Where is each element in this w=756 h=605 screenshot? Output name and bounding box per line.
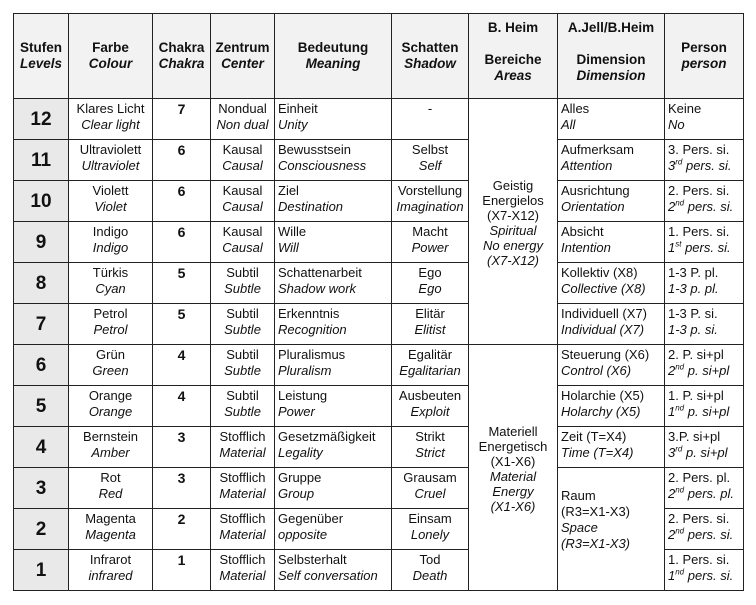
center-cell bbox=[211, 345, 275, 386]
shadow-cell bbox=[392, 509, 469, 550]
person-cell-en: 1nd p. si+pl bbox=[668, 403, 730, 419]
level-cell: 11 bbox=[14, 140, 69, 181]
center-cell-de: Stofflich bbox=[219, 429, 266, 444]
colour-cell-de: Bernstein bbox=[83, 429, 138, 444]
dimension-space bbox=[558, 468, 665, 591]
shadow-cell bbox=[392, 386, 469, 427]
center-cell bbox=[211, 181, 275, 222]
person-cell-de: 2. Pers. si. bbox=[668, 511, 730, 526]
center-cell-de: Kausal bbox=[222, 183, 263, 198]
dimension-space-line-en: Space bbox=[561, 520, 598, 535]
level-cell: 4 bbox=[14, 427, 69, 468]
shadow-cell-en: Strict bbox=[415, 445, 445, 460]
area-material-line-en: Energy bbox=[492, 483, 534, 499]
dimension-cell-de: Holarchie (X5) bbox=[561, 388, 645, 403]
dimension-cell-en: Orientation bbox=[561, 199, 625, 214]
shadow-cell bbox=[392, 181, 469, 222]
center-cell bbox=[211, 99, 275, 140]
level-cell: 10 bbox=[14, 181, 69, 222]
dimension-cell bbox=[558, 304, 665, 345]
shadow-cell-en: Exploit bbox=[410, 404, 450, 419]
shadow-cell-de: Ego bbox=[418, 265, 442, 280]
shadow-cell-de: Vorstellung bbox=[397, 183, 463, 198]
shadow-cell-de: Elitär bbox=[415, 306, 445, 321]
shadow-cell-de: Ausbeuten bbox=[398, 388, 462, 403]
center-cell bbox=[211, 263, 275, 304]
person-cell-en: No bbox=[668, 117, 685, 132]
dimension-cell-en: Collective (X8) bbox=[561, 281, 646, 296]
header-dimension: A.Jell/B.Heim Dimension Dimension bbox=[558, 14, 665, 99]
table-row bbox=[14, 345, 744, 386]
shadow-cell-de: Macht bbox=[412, 224, 448, 239]
center-cell-en: Subtle bbox=[224, 404, 261, 419]
meaning-cell bbox=[275, 304, 392, 345]
meaning-cell-en: opposite bbox=[278, 527, 328, 542]
area-spiritual-line-en: (X7-X12) bbox=[486, 252, 540, 268]
meaning-cell-de: Gegenüber bbox=[278, 511, 344, 526]
person-cell-de: 1. Pers. si. bbox=[668, 552, 730, 567]
meaning-cell-en: Destination bbox=[278, 199, 344, 214]
dimension-cell bbox=[558, 386, 665, 427]
person-cell-de: 2. Pers. pl. bbox=[668, 470, 731, 485]
person-cell-de: 1. P. si+pl bbox=[668, 388, 724, 403]
area-material-line: Energetisch bbox=[478, 438, 548, 454]
dimension-cell-de: Steuerung (X6) bbox=[561, 347, 650, 362]
table-row bbox=[14, 304, 744, 345]
level-cell: 7 bbox=[14, 304, 69, 345]
colour-cell-de: Magenta bbox=[85, 511, 136, 526]
meaning-cell bbox=[275, 345, 392, 386]
dimension-cell bbox=[558, 222, 665, 263]
center-cell bbox=[211, 468, 275, 509]
person-cell bbox=[665, 99, 744, 140]
dimension-cell-en: All bbox=[561, 117, 576, 132]
shadow-cell bbox=[392, 550, 469, 591]
dimension-space-line: Raum bbox=[561, 488, 596, 503]
dimension-cell-en: Control (X6) bbox=[561, 363, 632, 378]
colour-cell-de: Orange bbox=[88, 388, 133, 403]
center-cell-de: Subtil bbox=[226, 347, 259, 362]
colour-cell-de: Infrarot bbox=[89, 552, 132, 567]
colour-cell bbox=[69, 468, 153, 509]
dimension-space-line-en: (R3=X1-X3) bbox=[561, 536, 630, 551]
chakra-cell: 4 bbox=[153, 386, 211, 427]
meaning-cell-de: Ziel bbox=[278, 183, 299, 198]
person-cell-en: 1st pers. si. bbox=[668, 239, 731, 255]
center-cell-de: Subtil bbox=[226, 265, 259, 280]
chakra-cell: 3 bbox=[153, 468, 211, 509]
meaning-cell bbox=[275, 99, 392, 140]
shadow-cell-en: Ego bbox=[418, 281, 442, 296]
shadow-cell-en: Power bbox=[411, 240, 449, 255]
area-spiritual bbox=[469, 99, 558, 345]
colour-cell-en: Violet bbox=[94, 199, 127, 214]
meaning-cell bbox=[275, 222, 392, 263]
chakra-cell: 1 bbox=[153, 550, 211, 591]
table-row bbox=[14, 427, 744, 468]
meaning-cell bbox=[275, 468, 392, 509]
colour-cell-en: Ultraviolet bbox=[81, 158, 140, 173]
shadow-cell bbox=[392, 304, 469, 345]
center-cell bbox=[211, 304, 275, 345]
shadow-cell bbox=[392, 222, 469, 263]
colour-cell-de: Türkis bbox=[92, 265, 129, 280]
person-cell-de: 1-3 P. si. bbox=[668, 306, 718, 321]
colour-cell bbox=[69, 509, 153, 550]
colour-cell-en: Amber bbox=[91, 445, 130, 460]
chakra-cell: 5 bbox=[153, 263, 211, 304]
center-cell-de: Nondual bbox=[218, 101, 267, 116]
meaning-cell-de: Leistung bbox=[278, 388, 328, 403]
person-cell bbox=[665, 509, 744, 550]
center-cell-de: Kausal bbox=[222, 224, 263, 239]
colour-cell-de: Klares Licht bbox=[76, 101, 145, 116]
dimension-cell bbox=[558, 181, 665, 222]
person-cell bbox=[665, 386, 744, 427]
chakra-cell: 2 bbox=[153, 509, 211, 550]
area-material-line-en: (X1-X6) bbox=[490, 498, 536, 514]
meaning-cell bbox=[275, 509, 392, 550]
center-cell-en: Subtle bbox=[224, 363, 261, 378]
center-cell-en: Material bbox=[219, 445, 266, 460]
shadow-cell-de: Egalitär bbox=[407, 347, 453, 362]
meaning-cell bbox=[275, 386, 392, 427]
header-chakra: Chakra Chakra bbox=[153, 14, 211, 99]
person-cell-en: 2nd pers. si. bbox=[668, 526, 734, 542]
meaning-cell bbox=[275, 263, 392, 304]
colour-cell-de: Petrol bbox=[93, 306, 128, 321]
header-levels: Stufen Levels bbox=[14, 14, 69, 99]
colour-cell bbox=[69, 263, 153, 304]
center-cell-de: Kausal bbox=[222, 142, 263, 157]
center-cell bbox=[211, 509, 275, 550]
meaning-cell-de: Bewusstsein bbox=[278, 142, 351, 157]
header-colour: Farbe Colour bbox=[69, 14, 153, 99]
meaning-cell-en: Shadow work bbox=[278, 281, 357, 296]
colour-cell-en: Cyan bbox=[95, 281, 126, 296]
center-cell-en: Subtle bbox=[224, 322, 261, 337]
area-spiritual-line: (X7-X12) bbox=[486, 207, 540, 223]
table-row bbox=[14, 222, 744, 263]
person-cell bbox=[665, 345, 744, 386]
level-cell: 9 bbox=[14, 222, 69, 263]
table-row bbox=[14, 99, 744, 140]
center-cell bbox=[211, 550, 275, 591]
center-cell bbox=[211, 140, 275, 181]
meaning-cell-en: Will bbox=[278, 240, 299, 255]
center-cell-en: Material bbox=[219, 486, 266, 501]
dimension-space-line: (R3=X1-X3) bbox=[561, 504, 630, 519]
colour-cell bbox=[69, 386, 153, 427]
table-row bbox=[14, 386, 744, 427]
header-shadow: Schatten Shadow bbox=[392, 14, 469, 99]
person-cell-de: 2. P. si+pl bbox=[668, 347, 724, 362]
dimension-cell-en: Holarchy (X5) bbox=[561, 404, 641, 419]
header-person: Person person bbox=[665, 14, 744, 99]
person-cell-de: 3. Pers. si. bbox=[668, 142, 730, 157]
header-row bbox=[14, 14, 744, 99]
person-cell-en: 3rd pers. si. bbox=[668, 157, 732, 173]
shadow-cell bbox=[392, 263, 469, 304]
colour-cell bbox=[69, 427, 153, 468]
shadow-cell bbox=[392, 468, 469, 509]
shadow-cell-de: Grausam bbox=[403, 470, 457, 485]
meaning-cell-de: Schattenarbeit bbox=[278, 265, 362, 280]
area-spiritual-line: Geistig bbox=[492, 177, 534, 193]
meaning-cell-en: Recognition bbox=[278, 322, 347, 337]
colour-cell-de: Violett bbox=[92, 183, 129, 198]
shadow-cell-en: Lonely bbox=[410, 527, 450, 542]
level-cell: 5 bbox=[14, 386, 69, 427]
area-material-line: Materiell bbox=[488, 423, 538, 439]
meaning-cell-de: Erkenntnis bbox=[278, 306, 340, 321]
shadow-cell-de: Einsam bbox=[408, 511, 452, 526]
meaning-cell-en: Unity bbox=[278, 117, 308, 132]
level-cell: 6 bbox=[14, 345, 69, 386]
dimension-cell-de: Absicht bbox=[561, 224, 604, 239]
meaning-cell-de: Selbsterhalt bbox=[278, 552, 347, 567]
center-cell-en: Causal bbox=[222, 199, 263, 214]
meaning-cell-en: Legality bbox=[278, 445, 323, 460]
chakra-cell: 5 bbox=[153, 304, 211, 345]
colour-cell bbox=[69, 181, 153, 222]
header-meaning: Bedeutung Meaning bbox=[275, 14, 392, 99]
colour-cell-en: Green bbox=[92, 363, 129, 378]
person-cell-de: Keine bbox=[668, 101, 702, 116]
shadow-cell-de: Strikt bbox=[415, 429, 445, 444]
center-cell-de: Subtil bbox=[226, 388, 259, 403]
person-cell-de: 3.P. si+pl bbox=[668, 429, 721, 444]
meaning-cell-en: Pluralism bbox=[278, 363, 332, 378]
dimension-cell-en: Individual (X7) bbox=[561, 322, 645, 337]
meaning-cell-en: Power bbox=[278, 404, 315, 419]
meaning-cell-de: Gesetzmäßigkeit bbox=[278, 429, 376, 444]
center-cell-de: Subtil bbox=[226, 306, 259, 321]
dimension-cell-de: Individuell (X7) bbox=[561, 306, 647, 321]
colour-cell-en: Orange bbox=[88, 404, 133, 419]
level-cell: 8 bbox=[14, 263, 69, 304]
meaning-cell-de: Pluralismus bbox=[278, 347, 346, 362]
person-cell bbox=[665, 263, 744, 304]
shadow-cell-de: Tod bbox=[419, 552, 441, 567]
person-cell-en: 1nd pers. si. bbox=[668, 567, 734, 583]
area-material-line-en: Material bbox=[489, 468, 537, 484]
shadow-cell bbox=[392, 345, 469, 386]
dimension-cell-de: Aufmerksam bbox=[561, 142, 634, 157]
shadow-cell-en: Cruel bbox=[414, 486, 446, 501]
person-cell-de: 1-3 P. pl. bbox=[668, 265, 719, 280]
shadow-cell-de: - bbox=[427, 101, 433, 116]
dimension-cell-en: Attention bbox=[561, 158, 613, 173]
person-cell bbox=[665, 550, 744, 591]
chakra-levels-table bbox=[13, 13, 744, 591]
colour-cell bbox=[69, 99, 153, 140]
colour-cell-en: Indigo bbox=[92, 240, 129, 255]
colour-cell-en: Clear light bbox=[81, 117, 140, 132]
person-cell-en: 2nd pers. pl. bbox=[668, 485, 734, 501]
meaning-cell-en: Group bbox=[278, 486, 315, 501]
shadow-cell-en: Imagination bbox=[396, 199, 464, 214]
center-cell-de: Stofflich bbox=[219, 552, 266, 567]
person-cell bbox=[665, 181, 744, 222]
center-cell bbox=[211, 222, 275, 263]
person-cell-en: 2nd pers. si. bbox=[668, 198, 734, 214]
meaning-cell-de: Einheit bbox=[278, 101, 318, 116]
table-row bbox=[14, 468, 744, 509]
table-body bbox=[14, 99, 744, 591]
chakra-cell: 6 bbox=[153, 181, 211, 222]
shadow-cell bbox=[392, 99, 469, 140]
colour-cell-en: Red bbox=[98, 486, 123, 501]
center-cell-en: Material bbox=[219, 527, 266, 542]
chakra-cell: 3 bbox=[153, 427, 211, 468]
center-cell-en: Causal bbox=[222, 158, 263, 173]
colour-cell-de: Indigo bbox=[92, 224, 129, 239]
center-cell-en: Causal bbox=[222, 240, 263, 255]
center-cell-en: Non dual bbox=[216, 117, 269, 132]
dimension-cell bbox=[558, 427, 665, 468]
colour-cell-de: Ultraviolett bbox=[79, 142, 142, 157]
center-cell-de: Stofflich bbox=[219, 511, 266, 526]
meaning-cell-de: Gruppe bbox=[278, 470, 322, 485]
colour-cell-en: infrared bbox=[88, 568, 133, 583]
meaning-cell bbox=[275, 140, 392, 181]
area-spiritual-line: Energielos bbox=[482, 192, 544, 208]
colour-cell bbox=[69, 140, 153, 181]
area-material bbox=[469, 345, 558, 591]
chakra-cell: 6 bbox=[153, 140, 211, 181]
person-cell bbox=[665, 140, 744, 181]
meaning-cell-de: Wille bbox=[278, 224, 307, 239]
dimension-cell-de: Kollektiv (X8) bbox=[561, 265, 638, 280]
person-cell-en: 3rd p. si+pl bbox=[668, 444, 728, 460]
level-cell: 2 bbox=[14, 509, 69, 550]
level-cell: 1 bbox=[14, 550, 69, 591]
person-cell-en: 2nd p. si+pl bbox=[668, 362, 730, 378]
shadow-cell-en: Egalitarian bbox=[399, 363, 461, 378]
person-cell-de: 2. Pers. si. bbox=[668, 183, 730, 198]
chakra-cell: 4 bbox=[153, 345, 211, 386]
meaning-cell-en: Consciousness bbox=[278, 158, 367, 173]
shadow-cell-en: Death bbox=[412, 568, 448, 583]
person-cell-en: 1-3 p. pl. bbox=[668, 281, 719, 296]
level-cell: 3 bbox=[14, 468, 69, 509]
table-row bbox=[14, 181, 744, 222]
shadow-cell-de: Selbst bbox=[411, 142, 449, 157]
meaning-cell bbox=[275, 181, 392, 222]
center-cell bbox=[211, 386, 275, 427]
colour-cell bbox=[69, 222, 153, 263]
person-cell bbox=[665, 468, 744, 509]
colour-cell bbox=[69, 304, 153, 345]
shadow-cell-en: Self bbox=[418, 158, 442, 173]
header-center: Zentrum Center bbox=[211, 14, 275, 99]
dimension-cell-de: Ausrichtung bbox=[561, 183, 630, 198]
center-cell-de: Stofflich bbox=[219, 470, 266, 485]
colour-cell-de: Rot bbox=[100, 470, 121, 485]
colour-cell-en: Magenta bbox=[85, 527, 136, 542]
person-cell-de: 1. Pers. si. bbox=[668, 224, 730, 239]
center-cell-en: Material bbox=[219, 568, 266, 583]
dimension-cell-de: Alles bbox=[561, 101, 590, 116]
header-areas: B. Heim Bereiche Areas bbox=[469, 14, 558, 99]
dimension-cell-de: Zeit (T=X4) bbox=[561, 429, 627, 444]
chakra-cell: 7 bbox=[153, 99, 211, 140]
dimension-cell bbox=[558, 140, 665, 181]
center-cell bbox=[211, 427, 275, 468]
dimension-cell-en: Time (T=X4) bbox=[561, 445, 634, 460]
colour-cell-de: Grün bbox=[96, 347, 125, 362]
meaning-cell bbox=[275, 550, 392, 591]
chakra-cell: 6 bbox=[153, 222, 211, 263]
center-cell-en: Subtle bbox=[224, 281, 261, 296]
shadow-cell bbox=[392, 140, 469, 181]
area-spiritual-line-en: No energy bbox=[483, 237, 543, 253]
dimension-cell bbox=[558, 99, 665, 140]
colour-cell bbox=[69, 550, 153, 591]
colour-cell bbox=[69, 345, 153, 386]
person-cell bbox=[665, 427, 744, 468]
area-material-line: (X1-X6) bbox=[490, 453, 536, 469]
area-spiritual-line-en: Spiritual bbox=[489, 222, 537, 238]
meaning-cell bbox=[275, 427, 392, 468]
person-cell-en: 1-3 p. si. bbox=[668, 322, 718, 337]
dimension-cell bbox=[558, 345, 665, 386]
shadow-cell-en: Elitist bbox=[414, 322, 446, 337]
dimension-cell bbox=[558, 263, 665, 304]
dimension-cell-en: Intention bbox=[561, 240, 611, 255]
table-row bbox=[14, 140, 744, 181]
level-cell: 12 bbox=[14, 99, 69, 140]
person-cell bbox=[665, 222, 744, 263]
colour-cell-en: Petrol bbox=[93, 322, 128, 337]
table-row bbox=[14, 263, 744, 304]
meaning-cell-en: Self conversation bbox=[278, 568, 378, 583]
person-cell bbox=[665, 304, 744, 345]
shadow-cell bbox=[392, 427, 469, 468]
